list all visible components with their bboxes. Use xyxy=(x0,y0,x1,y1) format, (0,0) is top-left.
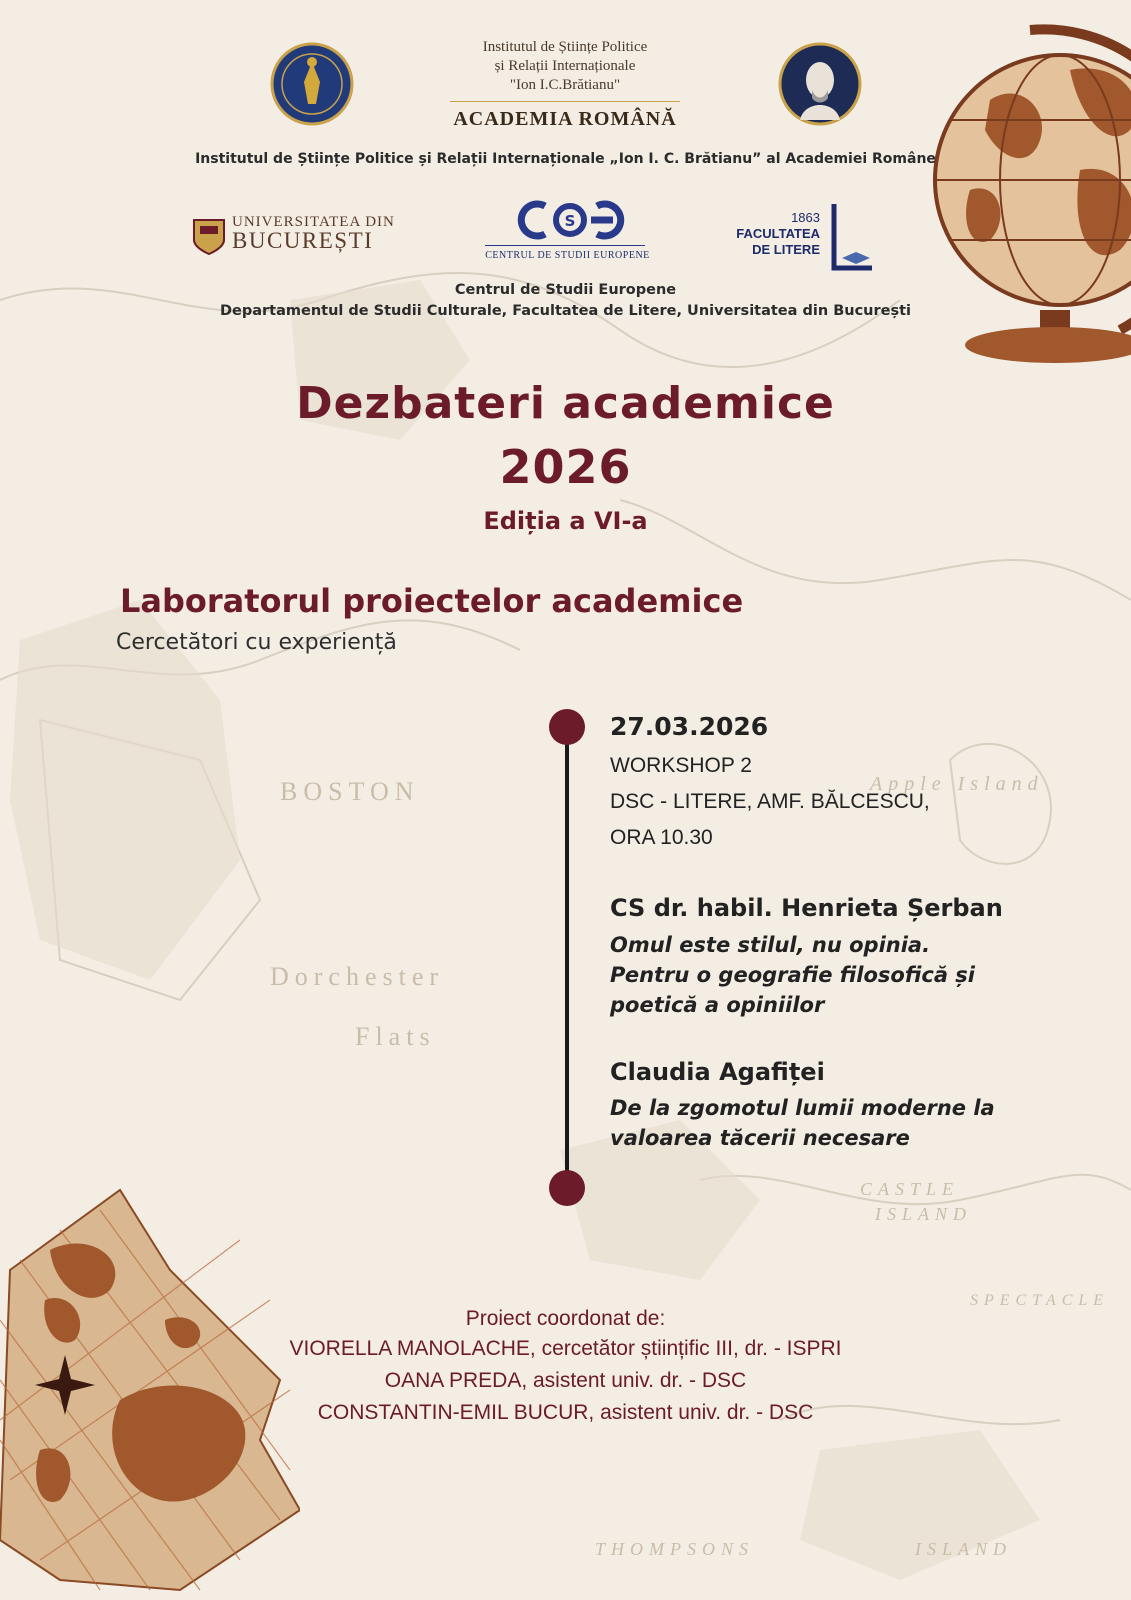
event-title: Dezbateri academice xyxy=(296,378,835,429)
talk-1-title-line-2: Pentru o geografie filosofică și xyxy=(610,963,975,987)
svg-text:ISLAND: ISLAND xyxy=(875,1204,973,1224)
svg-text:Dorchester: Dorchester xyxy=(270,962,445,991)
logo-divider xyxy=(450,101,680,102)
department-name: Departamentul de Studii Culturale, Facultatea de Litere, Universitatea din București xyxy=(219,303,912,319)
center-name: Centrul de Studii Europene xyxy=(454,282,677,298)
svg-text:SPECTACLE: SPECTACLE xyxy=(970,1292,1110,1309)
coordinators-heading: Proiect coordonat de: xyxy=(465,1307,666,1330)
svg-text:CASTLE: CASTLE xyxy=(860,1179,960,1199)
institute-logo-line-2: și Relații Internaționale xyxy=(494,58,636,74)
bratianu-portrait-logo xyxy=(778,42,862,126)
coordinator-1: VIORELLA MANOLACHE, cercetător științific III, dr. - ISPRI xyxy=(289,1337,842,1360)
litere-l-mark-icon xyxy=(826,202,876,274)
talk-1-title-line-1: Omul este stilul, nu opinia. xyxy=(610,933,931,957)
institute-logo xyxy=(430,38,700,131)
cse-underline xyxy=(485,245,645,246)
academia-romana-seal-logo xyxy=(270,42,354,126)
cse-mark-icon xyxy=(515,198,625,242)
cse-label: CENTRUL DE STUDII EUROPENE xyxy=(485,250,650,261)
cse-logo xyxy=(475,198,660,266)
academy-name: ACADEMIA ROMÂNĂ xyxy=(453,108,677,130)
speaker-2-name: Claudia Agafiței xyxy=(610,1058,825,1086)
talk-2-title-line-2: valoarea tăcerii necesare xyxy=(610,1126,910,1150)
svg-text:THOMPSONS: THOMPSONS xyxy=(595,1539,755,1559)
svg-text:Apple Island: Apple Island xyxy=(870,773,1044,795)
unibuc-logo xyxy=(192,214,397,260)
unibuc-crest-icon xyxy=(192,218,226,256)
timeline-line xyxy=(565,728,569,1188)
svg-text:S: S xyxy=(564,212,576,230)
timeline-start-dot xyxy=(549,709,585,745)
event-time: ORA 10.30 xyxy=(610,826,713,849)
speaker-1-talk-title xyxy=(610,930,975,1020)
event-location: DSC - LITERE, AMF. BĂLCESCU, xyxy=(610,790,930,813)
svg-text:BOSTON: BOSTON xyxy=(280,777,420,806)
coordinator-3: CONSTANTIN-EMIL BUCUR, asistent univ. dr. - DSC xyxy=(317,1401,814,1424)
svg-text:Flats: Flats xyxy=(355,1022,436,1051)
unibuc-line-2: BUCUREȘTI xyxy=(232,228,374,253)
institute-logo-line-3: "Ion I.C.Brătianu" xyxy=(509,77,621,93)
event-year: 2026 xyxy=(499,440,632,494)
coordinator-2: OANA PREDA, asistent univ. dr. - DSC xyxy=(384,1369,747,1392)
speaker-2-talk-title xyxy=(610,1093,995,1153)
workshop-label: WORKSHOP 2 xyxy=(610,754,752,777)
institute-full-name: Institutul de Științe Politice și Relații Internaționale „Ion I. C. Brătianu” al Academiei Române xyxy=(195,151,936,167)
facultatea-litere-logo xyxy=(730,202,880,274)
section-title: Laboratorul proiectelor academice xyxy=(120,582,744,620)
litere-line-1: FACULTATEA xyxy=(736,226,820,241)
speaker-1-name: CS dr. habil. Henrieta Șerban xyxy=(610,894,1003,922)
unibuc-line-1: UNIVERSITATEA DIN xyxy=(232,214,395,230)
timeline-end-dot xyxy=(549,1170,585,1206)
talk-2-title-line-1: De la zgomotul lumii moderne la xyxy=(610,1096,995,1120)
event-edition: Ediția a VI-a xyxy=(483,507,648,535)
institute-logo-line-1: Institutul de Științe Politice xyxy=(482,39,648,55)
svg-text:ISLAND: ISLAND xyxy=(915,1539,1013,1559)
litere-line-2: DE LITERE xyxy=(752,242,820,257)
event-date: 27.03.2026 xyxy=(610,712,769,741)
section-subtitle: Cercetători cu experiență xyxy=(116,630,397,655)
litere-year: 1863 xyxy=(791,210,820,225)
talk-1-title-line-3: poetică a opiniilor xyxy=(610,993,825,1017)
